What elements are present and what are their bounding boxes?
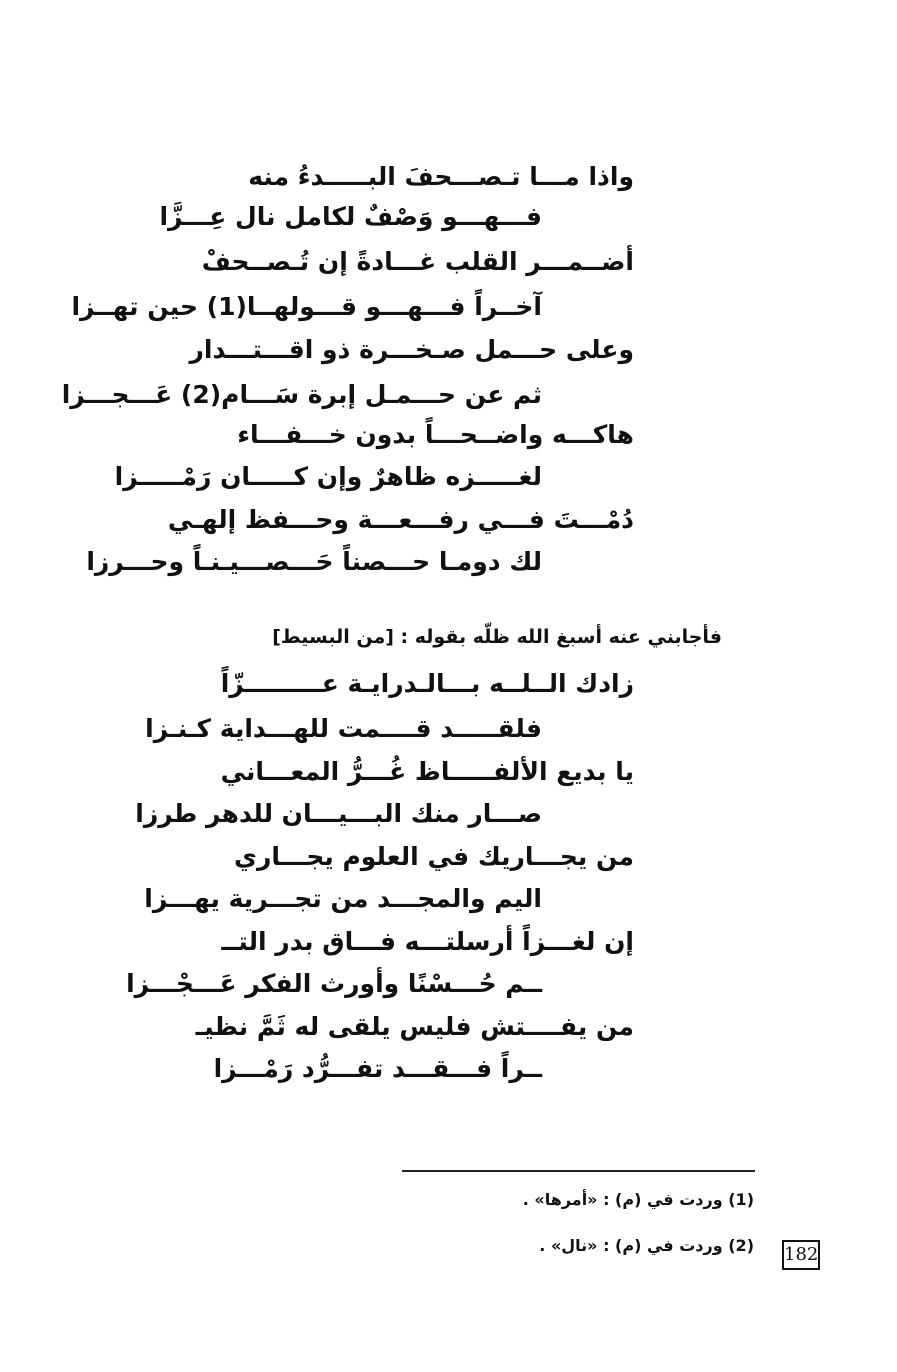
poem1-line-5: وعلى حـــمل صـخـــرة ذو اقـــتـــدار [189, 335, 634, 364]
footnote-2: (2) وردت في (م) : «نال» . [539, 1236, 754, 1255]
footnote-divider [402, 1170, 755, 1172]
poem2-line-8: ــم حُـــسْنًا وأورث الفكر عَـــجْـــزا [126, 969, 542, 998]
poem1-line-1: واذا مـــا تـصـــحفَ البـــــدءُ منه [248, 162, 634, 191]
page-number: 182 [782, 1240, 820, 1270]
poem2-line-9: من يفــــتش فليس يلقى له ثَمَّ نظيـ [195, 1012, 634, 1041]
poem2-line-5: من يجـــاريك في العلوم يجـــاري [234, 842, 634, 871]
poem1-line-8: لغـــــزه ظاهرٌ وإن كـــــان رَمْـــــزا [114, 462, 542, 491]
poem2-line-3: يا بديع الألفـــــاظ غُـــرُّ المعـــاني [220, 757, 634, 786]
poem2-line-10: ــراً فـــقـــد تفـــرُّد رَمْـــزا [213, 1054, 542, 1083]
poem2-line-2: فلقـــــد قــــمت للهـــداية كـنـزا [145, 714, 542, 743]
poem1-line-3: أضــمـــر القلب غـــادةً إن تُـصــحفْ [201, 247, 634, 276]
poem1-line-2: فـــهـــو وَصْفٌ لكامل نال عِـــزَّا [159, 202, 542, 231]
poem1-line-6: ثم عن حـــمـل إبرة سَـــام(2) عَـــجـــزا [61, 380, 542, 409]
poem2-line-1: زادك الــلــه بـــالـدرايـة عـــــــــزّاً [220, 669, 634, 698]
poem2-line-4: صـــار منك البـــيـــان للدهر طرزا [135, 799, 542, 828]
footnote-1: (1) وردت في (م) : «أمرها» . [522, 1190, 754, 1209]
poem2-line-6: اليم والمجـــد من تجـــرية يهـــزا [144, 884, 542, 913]
poem1-line-10: لك دومـا حـــصناً حَـــصـــيـنـاً وحـــرزا [86, 547, 542, 576]
poem1-line-9: دُمْـــتَ فـــي رفـــعـــة وحـــفظ إلهـي [167, 505, 634, 534]
poem1-line-4: آخــراً فـــهـــو قـــولهــا(1) حين تهــزا [71, 292, 542, 321]
poem1-line-7: هاكـــه واضــحـــاً بدون خـــفـــاء [237, 420, 634, 449]
poem2-line-7: إن لغـــزاً أرسلتـــه فـــاق بدر التــ [221, 927, 634, 956]
intro-line: فأجابني عنه أسبغ الله ظلّه بقوله : [من البسيط] [272, 626, 722, 648]
